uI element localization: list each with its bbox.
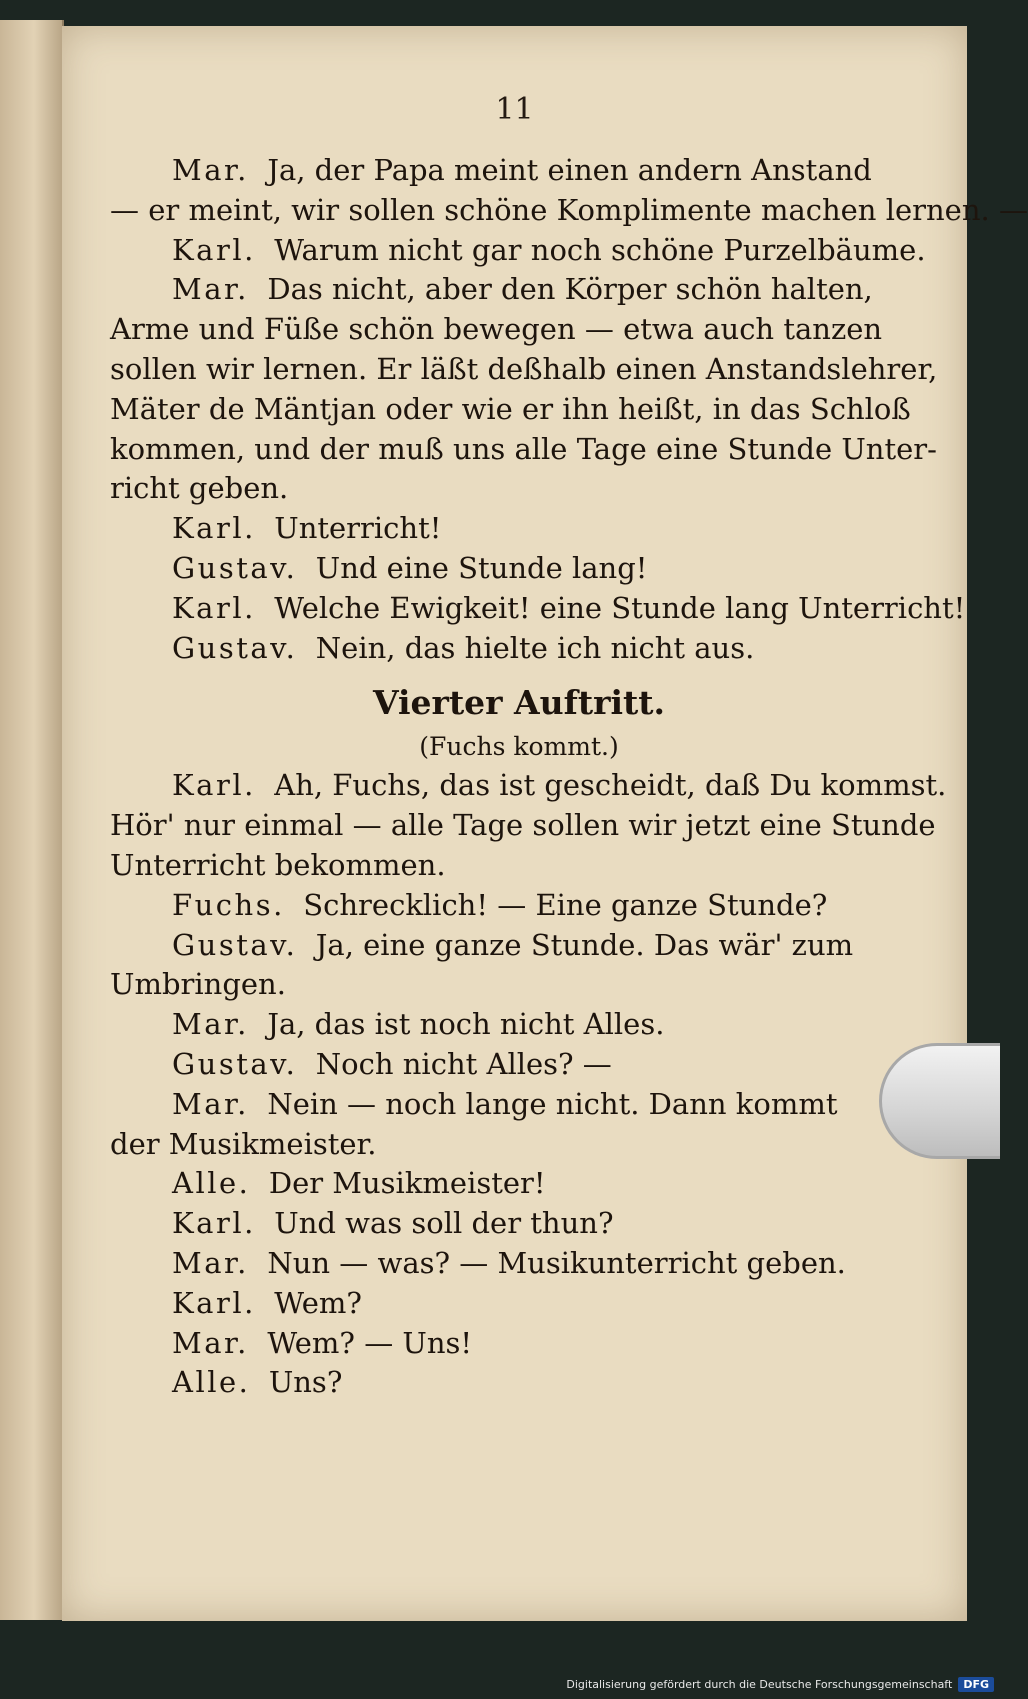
text-line	[110, 310, 928, 350]
speaker-name: Gustav.	[172, 550, 298, 585]
text-line	[110, 1363, 928, 1403]
speaker-name: Mar.	[172, 1245, 249, 1280]
text-line	[110, 151, 928, 191]
line-text: — er meint, wir sollen schöne Komplimente machen lernen. —	[110, 192, 1028, 227]
line-text: Arme und Füße schön bewegen — etwa auch tanzen	[110, 312, 883, 347]
speaker-name: Karl.	[172, 768, 256, 803]
text-line	[110, 886, 928, 926]
line-text: Ja, eine ganze Stunde. Das wär' zum	[315, 927, 854, 962]
text-line	[110, 806, 936, 846]
text-line	[110, 509, 928, 549]
speaker-name: Alle.	[172, 1365, 251, 1400]
scene-heading: Vierter Auftritt.	[373, 683, 665, 723]
speaker-name: Karl.	[172, 590, 256, 625]
line-text: Noch nicht Alles? —	[315, 1046, 612, 1081]
text-line	[110, 965, 928, 1005]
text-line	[110, 430, 937, 470]
line-text: Nein — noch lange nicht. Dann kommt	[267, 1086, 838, 1121]
text-line	[110, 1244, 928, 1284]
line-text: Unterricht bekommen.	[110, 847, 446, 882]
line-text: Nein, das hielte ich nicht aus.	[315, 630, 755, 665]
line-text: Schrecklich! — Eine ganze Stunde?	[303, 887, 828, 922]
speaker-name: Mar.	[172, 1325, 249, 1360]
text-line	[110, 589, 966, 629]
stage-direction: (Fuchs kommt.)	[419, 732, 619, 762]
text-line	[110, 1005, 928, 1045]
line-text: Wem?	[274, 1285, 362, 1320]
text-body	[110, 151, 1028, 1403]
line-text: Unterricht!	[274, 511, 442, 546]
text-line	[110, 1085, 928, 1125]
line-text: Wem? — Uns!	[267, 1325, 473, 1360]
text-line	[110, 1284, 928, 1324]
line-text: sollen wir lernen. Er läßt deßhalb einen Anstandslehrer,	[110, 351, 938, 386]
text-line	[110, 926, 928, 966]
text-line	[110, 846, 928, 886]
text-line	[110, 191, 1028, 231]
dfg-logo: DFG	[958, 1677, 994, 1692]
speaker-name: Mar.	[172, 272, 249, 307]
line-text: Der Musikmeister!	[268, 1166, 546, 1201]
speaker-name: Karl.	[172, 232, 256, 267]
line-text: Warum nicht gar noch schöne Purzelbäume.	[274, 232, 926, 267]
line-text: Mäter de Mäntjan oder wie er ihn heißt, in das Schloß	[110, 391, 911, 426]
footer	[566, 1673, 994, 1695]
text-line	[110, 270, 928, 310]
text-line	[110, 1324, 928, 1364]
speaker-name: Karl.	[172, 1285, 256, 1320]
line-text: der Musikmeister.	[110, 1126, 377, 1161]
text-line	[110, 766, 947, 806]
text-line	[110, 1204, 928, 1244]
line-text: Welche Ewigkeit! eine Stunde lang Unterricht!	[274, 590, 966, 625]
line-text: Hör' nur einmal — alle Tage sollen wir jetzt eine Stunde	[110, 808, 936, 843]
text-line	[110, 469, 928, 509]
dialogue-part-2	[110, 766, 947, 1403]
line-text: Uns?	[268, 1365, 343, 1400]
speaker-name: Gustav.	[172, 927, 298, 962]
speaker-name: Karl.	[172, 1206, 256, 1241]
text-line	[110, 549, 928, 589]
line-text: Ja, das ist noch nicht Alles.	[267, 1007, 665, 1042]
speaker-name: Gustav.	[172, 1046, 298, 1081]
line-text: Und was soll der thun?	[274, 1206, 614, 1241]
line-text: kommen, und der muß uns alle Tage eine Stunde Unter-	[110, 431, 937, 466]
text-line	[110, 231, 928, 271]
text-line	[110, 1045, 928, 1085]
line-text: Ja, der Papa meint einen andern Anstand	[267, 153, 872, 187]
book-left-edge	[0, 20, 64, 1620]
line-text: Ah, Fuchs, das ist gescheidt, daß Du kommst.	[274, 768, 947, 803]
text-line	[110, 629, 928, 669]
book-page	[62, 26, 1028, 1621]
line-text: richt geben.	[110, 471, 289, 506]
line-text: Das nicht, aber den Körper schön halten,	[267, 272, 873, 307]
speaker-name: Mar.	[172, 1007, 249, 1042]
line-text: Umbringen.	[110, 967, 286, 1002]
text-line	[110, 390, 928, 430]
line-text: Und eine Stunde lang!	[315, 550, 648, 585]
line-text: Nun — was? — Musikunterricht geben.	[267, 1245, 846, 1280]
page-number: 11	[495, 92, 534, 127]
text-line	[110, 1125, 928, 1165]
speaker-name: Alle.	[172, 1166, 251, 1201]
speaker-name: Mar.	[172, 1086, 249, 1121]
page-clip	[879, 1043, 1000, 1159]
text-line	[110, 350, 938, 390]
speaker-name: Karl.	[172, 511, 256, 546]
speaker-name: Mar.	[172, 153, 249, 187]
dialogue-part-1	[110, 151, 1028, 668]
text-line	[110, 1164, 928, 1204]
speaker-name: Fuchs.	[172, 887, 285, 922]
speaker-name: Gustav.	[172, 630, 298, 665]
footer-credit: Digitalisierung gefördert durch die Deutsche Forschungsgemeinschaft	[566, 1677, 953, 1691]
